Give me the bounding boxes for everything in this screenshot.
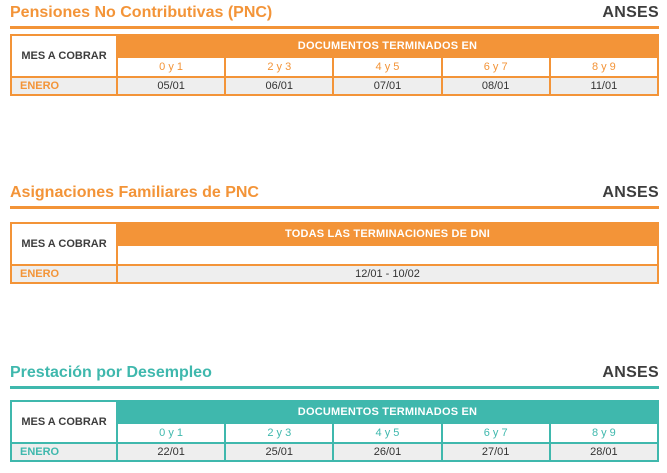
date-cell: 28/01 [550,443,658,461]
mes-a-cobrar-label: MES A COBRAR [11,401,117,443]
divider [10,206,659,209]
termination-cell: 8 y 9 [550,423,658,443]
table-header: TODAS LAS TERMINACIONES DE DNI [117,223,658,245]
section-asignaciones [0,180,667,280]
termination-cell: 4 y 5 [333,57,441,77]
date-cell: 27/01 [442,443,550,461]
schedule-table [10,222,659,284]
date-cell: 05/01 [117,77,225,95]
section-title: Prestación por Desempleo [10,364,212,381]
table-row [11,443,658,461]
section-title: Asignaciones Familiares de PNC [10,184,259,201]
section-header [0,360,667,388]
termination-cell: 2 y 3 [225,423,333,443]
section-pnc [0,0,667,92]
termination-cell: 0 y 1 [117,57,225,77]
month-label: ENERO [11,77,117,95]
date-cell: 08/01 [442,77,550,95]
date-cell: 25/01 [225,443,333,461]
termination-cell: 6 y 7 [442,57,550,77]
table-header: DOCUMENTOS TERMINADOS EN [117,401,658,423]
divider [10,26,659,29]
mes-a-cobrar-label: MES A COBRAR [11,223,117,265]
anses-logo: ANSES [602,364,659,381]
date-cell: 22/01 [117,443,225,461]
termination-cell: 8 y 9 [550,57,658,77]
empty-cell [117,245,658,265]
section-desempleo [0,360,667,458]
termination-cell: 2 y 3 [225,57,333,77]
schedule-table [10,400,659,462]
date-cell: 07/01 [333,77,441,95]
section-header [0,0,667,28]
anses-logo: ANSES [602,184,659,201]
table-header: DOCUMENTOS TERMINADOS EN [117,35,658,57]
divider [10,386,659,389]
table-row [11,77,658,95]
table-row [11,265,658,283]
date-cell: 06/01 [225,77,333,95]
termination-cell: 6 y 7 [442,423,550,443]
schedule-table [10,34,659,96]
section-title: Pensiones No Contributivas (PNC) [10,4,273,21]
month-label: ENERO [11,443,117,461]
month-label: ENERO [11,265,117,283]
section-header [0,180,667,208]
date-range-cell: 12/01 - 10/02 [117,265,658,283]
date-cell: 11/01 [550,77,658,95]
termination-cell: 4 y 5 [333,423,441,443]
anses-logo: ANSES [602,4,659,21]
date-cell: 26/01 [333,443,441,461]
mes-a-cobrar-label: MES A COBRAR [11,35,117,77]
termination-cell: 0 y 1 [117,423,225,443]
